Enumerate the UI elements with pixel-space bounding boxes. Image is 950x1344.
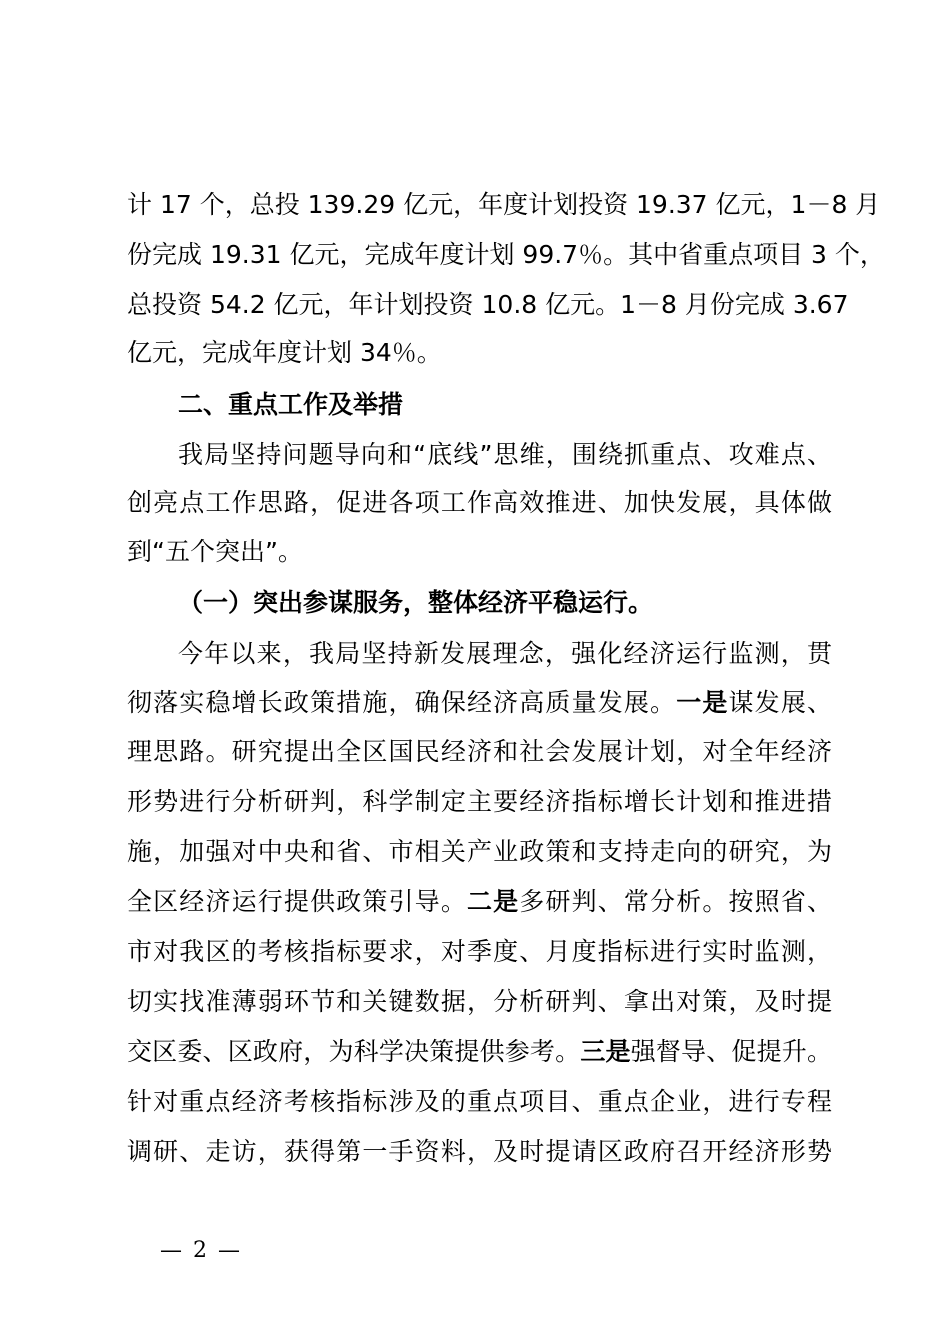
text-segment: 调研、走访，获得第一手资料，及时提请区政府召开经济形势 [127, 1137, 832, 1166]
paragraph-line [127, 537, 832, 567]
text-segment: 今年以来，我局坚持新发展理念，强化经济运行监测，贯 [178, 639, 832, 668]
text-segment: 全区经济运行提供政策引导。 [127, 887, 467, 916]
text-segment: 总投资 54.2 亿元，年计划投资 10.8 亿元。1－8 月份完成 3.67 [127, 290, 849, 319]
text-segment: 我局坚持问题导向和“底线”思维，围绕抓重点、攻难点、 [178, 440, 832, 469]
text-segment: 理思路。研究提出全区国民经济和社会发展计划，对全年经济 [127, 737, 832, 766]
text-segment: 亿元，完成年度计划 34％。 [127, 338, 442, 367]
paragraph-line [127, 987, 832, 1017]
bold-text: 一是 [676, 688, 729, 717]
paragraph-line [127, 837, 832, 867]
text-segment: 创亮点工作思路，促进各项工作高效推进、加快发展，具体做 [127, 488, 832, 517]
text-segment: 交区委、区政府，为科学决策提供参考。 [127, 1037, 581, 1066]
text-segment: 二、重点工作及举措 [178, 390, 404, 419]
text-segment: 市对我区的考核指标要求，对季度、月度指标进行实时监测， [127, 937, 832, 966]
paragraph-line [127, 1137, 832, 1167]
paragraph-line [178, 639, 832, 669]
text-segment: 份完成 19.31 亿元，完成年度计划 99.7％。其中省重点项目 3 个， [127, 240, 885, 269]
text-segment: 施，加强对中央和省、市相关产业政策和支持走向的研究，为 [127, 837, 832, 866]
paragraph-line [127, 1087, 832, 1117]
paragraph-line [127, 787, 832, 817]
paragraph-line [127, 887, 832, 917]
section-heading [178, 390, 832, 420]
paragraph-line [127, 240, 885, 270]
text-segment: 谋发展、 [728, 688, 832, 717]
text-segment: （一）突出参谋服务，整体经济平稳运行。 [178, 588, 654, 617]
text-segment: 强督导、促提升。 [630, 1037, 832, 1066]
text-segment: 多研判、常分析。按照省、 [519, 887, 832, 916]
paragraph-line [127, 290, 849, 320]
paragraph-line [127, 937, 832, 967]
section-heading [178, 588, 832, 618]
text-segment: 到“五个突出”。 [127, 537, 303, 566]
paragraph-line [127, 1037, 832, 1067]
text-segment: 切实找准薄弱环节和关键数据，分析研判、拿出对策，及时提 [127, 987, 832, 1016]
page-number: — 2 — [160, 1238, 242, 1263]
text-segment: 形势进行分析研判，科学制定主要经济指标增长计划和推进措 [127, 787, 832, 816]
paragraph-line [127, 737, 832, 767]
paragraph-line [178, 440, 832, 470]
text-segment: 针对重点经济考核指标涉及的重点项目、重点企业，进行专程 [127, 1087, 832, 1116]
paragraph-line [127, 488, 832, 518]
text-segment: 彻落实稳增长政策措施，确保经济高质量发展。 [127, 688, 677, 717]
bold-text: 三是 [580, 1037, 631, 1066]
paragraph-line [127, 190, 881, 220]
bold-text: 二是 [466, 887, 520, 916]
paragraph-line [127, 338, 832, 368]
text-segment: 计 17 个，总投 139.29 亿元，年度计划投资 19.37 亿元，1－8 月 [127, 190, 881, 219]
paragraph-line [127, 688, 832, 718]
